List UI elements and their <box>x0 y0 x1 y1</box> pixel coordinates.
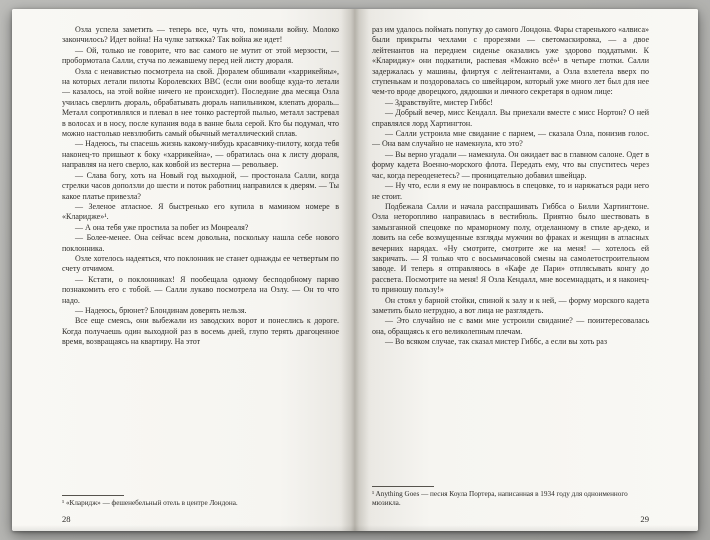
paragraph: — А она тебя уже простила за побег из Монреаля? <box>75 222 249 232</box>
paragraph: — Это случайно не с вами мне устроили свидание? — поинтересовалась она, обращаясь к его великолепным плечам. <box>372 316 649 336</box>
paragraph: — Вы верно угадали — намекнула. Он ожидает вас в главном салоне. Одет в форму кадета Военно-морского флота. Передать ему, что вы спуститесь через час, когда переоденетесь? — проницательно добавил швейцар. <box>372 149 649 180</box>
page-left-footnote <box>62 495 339 508</box>
paragraph: — Добрый вечер, мисс Кендалл. Вы приехали вместе с мисс Нортон? О ней справлялся лорд Хартингтон. <box>372 108 649 128</box>
paragraph: — Ну что, если я ему не понравлюсь в спецовке, то и наряжаться ради него не стоит. <box>372 181 649 201</box>
paragraph: Озле хотелось надеяться, что поклонник не станет однажды ее четвертым по счету отчимом. <box>62 253 339 274</box>
paragraph: — Зеленое атласное. Я быстренько его купила в мамином номере в «Кларидже»¹. <box>62 201 339 222</box>
page-number-left: 28 <box>62 514 71 524</box>
paragraph: — Надеюсь, брюнет? Блондинам доверять нельзя. <box>75 305 247 315</box>
page-left-text <box>62 25 339 485</box>
paragraph: — Ой, только не говорите, что вас самого не мутит от этой мерзости, — пробормотала Салли, стуча по лежавшему перед ней листу дюраля. <box>62 45 339 66</box>
page-right-footnote <box>372 486 649 508</box>
paragraph: — Салли устроила мне свидание с парнем, — сказала Озла, понизив голос. — Она вам случайно не намекнула, кто это? <box>372 129 649 149</box>
paragraph: раз им удалось поймать попутку до самого Лондона. Фары старенького «алвиса» были прикрыты чехлами с прорезями — светомаскировка, — а двое лейтенантов на переднем сиденье оказались уже здорово поддатыми. К «Клариджу» они подкатили, распевая «Можно всё»¹ в четыре глотки. Салли задержалась у машины, флиртуя с лейтенантами, а Озла взлетела вверх по ступенькам и поздоровалась со швейцаром, который уже много лет был для нее чем-то вроде дворецкого, дядюшки и личного секретаря в одном лице: <box>372 25 649 97</box>
paragraph: Озла с ненавистью посмотрела на свой. Дюралем обшивали «харрикейны», на которых летали пилоты Королевских ВВС (если они вообще куда-то летали — казалось, на этой войне ничего не происходит). Последние два месяца Озла училась сверлить дюраль, обрабатывать дюраль напильником, клепать дюраль... Металл сопротивлялся и плевал в нее тонко растертой пылью, металл застревал в волосах и в носу, после купания вода в ванне была серой. Кто бы подумал, что можно настолько невзлюбить самый обычный металлический сплав. <box>62 66 339 139</box>
paragraph: — Более-менее. Она сейчас всем довольна, поскольку нашла себе нового поклонника. <box>62 233 339 253</box>
page-left <box>12 9 355 531</box>
paragraph: — Слава богу, хоть на Новый год выходной, — простонала Салли, когда стрелки часов доползли до шести и поток работниц направился к дверям. — Ты какое платье привезла? <box>62 170 339 201</box>
paragraph: — Надеюсь, ты спасешь жизнь какому-нибудь красавчику-пилоту, когда тебя наконец-то пришьют к боку «харрикейна», — обратилась она к листу дюраля, направляя на него сверло, как ковбой из вестерна — револьвер. <box>62 139 339 170</box>
footnote-rule <box>372 486 434 487</box>
page-number-right: 29 <box>640 514 649 524</box>
paragraph: — Во всяком случае, так сказал мистер Гиббс, а если вы хоть раз <box>385 337 607 347</box>
paragraph: Подбежала Салли и начала расспрашивать Гиббса о Билли Хартингтоне. Озла неторопливо направилась в вестибюль. Приятно было шествовать в замызганной спецовке по мраморному полу, отделанному в стиле ар-деко, и ловить на себе возмущенные взгляды мужчин во фраках и женщин в атласных вечерних нарядах. «Ну смотрите, смотрите же на меня! — хотелось ей закричать. — Я только что с восьмичасовой смены на самолетостроительном заводе. И теперь я отправляюсь в «Кафе де Пари» отплясывать конгу до рассвета. Посмотрите на меня! Я Озла Кендалл, мне восемнадцать, и я наконец-то приношу пользу!» <box>372 201 649 295</box>
paragraph: Он стоял у барной стойки, спиной к залу и к ней, — форму морского кадета заметить было нетрудно, а вот лица не разглядеть. <box>372 295 649 315</box>
paragraph: — Здравствуйте, мистер Гиббс! <box>385 97 493 107</box>
paragraph: — Кстати, о поклонниках! Я пообещала одному бесподобному парню познакомить его с тобой. — Салли лукаво посмотрела на Озлу. — Он то что надо. <box>62 274 339 305</box>
footnote-rule <box>62 495 124 496</box>
book-spread <box>12 9 698 531</box>
footnote-text: ¹ Anything Goes — песня Коула Портера, написанная в 1934 году для одноименного мюзикла. <box>372 490 628 507</box>
paragraph: Все еще смеясь, они выбежали из заводских ворот и понеслись к дороге. Когда получаешь один выходной раз в восемь дней, глупо терять драгоценное время, возвращаясь на квартиру. На этот <box>62 316 339 347</box>
page-right <box>355 9 698 531</box>
page-right-text <box>372 25 649 485</box>
footnote-text: ¹ «Кларидж» — фешенебельный отель в центре Лондона. <box>62 499 238 507</box>
paragraph: Озла успела заметить — теперь все, чуть что, поминали войну. Молоко закончилось? Идет война! На чулке затяжка? Так война же идет! <box>62 25 339 45</box>
